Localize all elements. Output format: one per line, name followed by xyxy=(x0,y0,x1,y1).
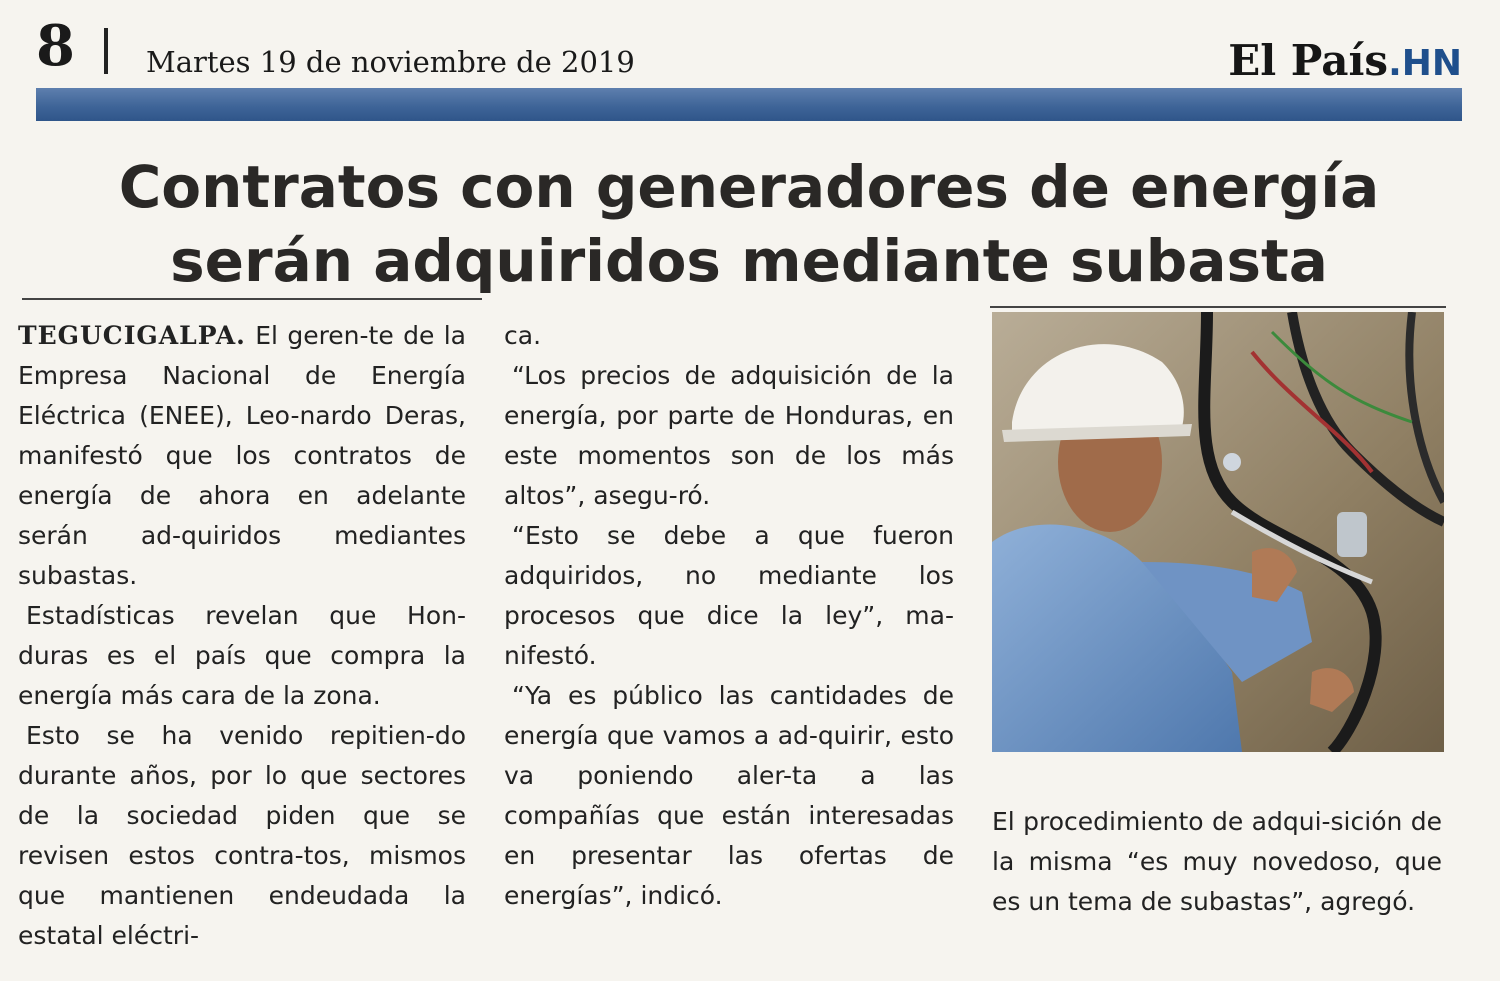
column-rule-right xyxy=(990,306,1446,308)
article-column-3 xyxy=(992,802,1442,922)
paragraph: ca. xyxy=(504,321,542,350)
paragraph: El procedimiento de adqui-sición de la misma “es muy novedoso, que es un tema de subastas”, agregó. xyxy=(992,807,1442,916)
page-number: 8 xyxy=(36,13,75,79)
article-column-1 xyxy=(18,316,466,956)
article-column-2 xyxy=(504,316,954,916)
issue-date: Martes 19 de noviembre de 2019 xyxy=(146,45,635,79)
paragraph: Estadísticas revelan que Hon-duras es el país que compra la energía más cara de la zona. xyxy=(18,601,466,710)
headline-line-1: Contratos con generadores de energía xyxy=(118,153,1380,221)
headline-line-2: serán adquiridos mediante subasta xyxy=(170,227,1328,295)
header-divider xyxy=(104,28,108,74)
header-color-band xyxy=(36,88,1462,121)
newspaper-logo xyxy=(1228,36,1462,89)
paragraph-text: El geren-te de la Empresa Nacional de Energía Eléctrica (ENEE), Leo-nardo Deras, manifestó que los contratos de energía de ahora en adelante serán ad-quiridos mediantes subastas. xyxy=(18,321,466,590)
paragraph: “Esto se debe a que fueron adquiridos, no mediante los procesos que dice la ley”, ma-nifestó. xyxy=(504,521,954,670)
paragraph: Esto se ha venido repitien-do durante años, por lo que sectores de la sociedad piden que se revisen estos contra-tos, mismos que mantienen endeudada la estatal eléctri- xyxy=(18,721,466,950)
logo-main: El País xyxy=(1228,36,1389,85)
paragraph: “Ya es público las cantidades de energía que vamos a ad-quirir, esto va poniendo aler-ta a las compañías que están interesadas en presentar las ofertas de energías”, indicó. xyxy=(504,681,954,910)
article-headline xyxy=(36,150,1462,298)
logo-suffix: .HN xyxy=(1388,43,1462,84)
worker-photo xyxy=(992,312,1444,752)
paragraph: “Los precios de adquisición de la energía, por parte de Honduras, en este momentos son de los más altos”, asegu-ró. xyxy=(504,361,954,510)
paragraph xyxy=(18,316,466,596)
column-rule-left xyxy=(22,298,482,300)
worker-photo-illustration xyxy=(992,312,1444,752)
dateline: TEGUCIGALPA. xyxy=(18,321,246,350)
